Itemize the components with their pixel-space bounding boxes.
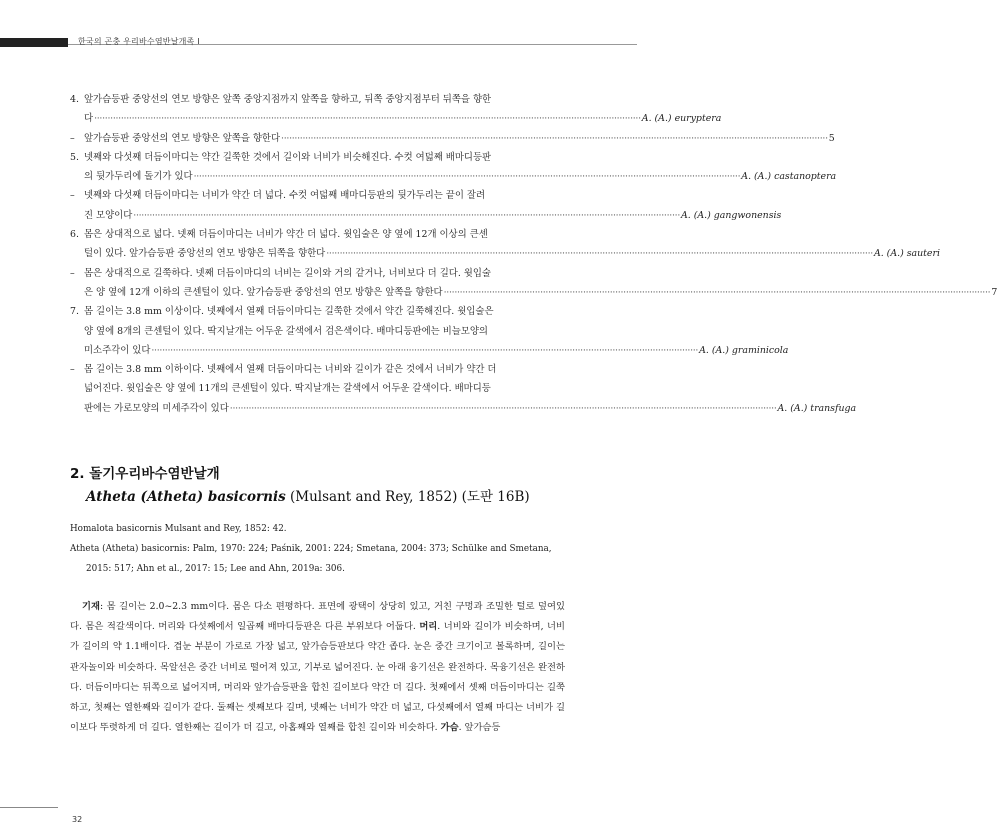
dot-leader [281, 129, 828, 148]
couplet-number: – [70, 364, 75, 376]
couplet-lead-text: 은 양 옆에 12개 이하의 큰센털이 있다. 앞가슴등판 중앙선의 연모 방향은 앞쪽을 향한다 [84, 286, 443, 298]
couplet-leader-line [84, 399, 856, 418]
header-bar [0, 38, 68, 47]
dot-leader [151, 341, 698, 360]
description-label: 기재 [82, 601, 100, 612]
authority-and-plate: (Mulsant and Rey, 1852) (도판 16B) [285, 489, 530, 505]
identification-key [70, 90, 997, 418]
couplet-number: 5. [70, 151, 79, 163]
couplet-lead-text: 판에는 가로모양의 미세주각이 있다 [84, 402, 229, 414]
species-heading: 2. 돌기우리바수염반날개 [70, 466, 220, 482]
couplet-result: A. (A.) graminicola [699, 344, 789, 356]
key-couplet [70, 148, 837, 187]
description-text-3: . 앞가슴등 [458, 722, 501, 734]
dot-leader [326, 244, 873, 263]
couplet-line: 양 옆에 8개의 큰센털이 있다. 딱지날개는 어두운 갈색에서 검은색이다. 배마디등판에는 비늘모양의 [84, 325, 488, 337]
couplet-number: – [70, 132, 75, 144]
running-header: 한국의 곤충 우리바수염반날개족 I [78, 37, 200, 46]
key-couplet [70, 360, 857, 418]
couplet-leader-line [84, 341, 788, 360]
couplet-line: 앞가슴등판 중앙선의 연모 방향은 앞쪽 중앙지점까지 앞쪽을 향하고, 뒤쪽 중앙지점부터 뒤쪽을 향한 [84, 94, 492, 105]
couplet-result: A. (A.) castanoptera [741, 171, 837, 183]
species-scientific-name [86, 485, 530, 505]
key-couplet [70, 186, 782, 225]
couplet-number: 6. [70, 229, 79, 241]
synonymy-references [70, 519, 565, 579]
couplet-line: 몸 길이는 3.8 mm 이하이다. 넷째에서 열째 더듬이마디는 너비와 길이가 같은 것에서 너비가 약간 더 [84, 364, 497, 376]
head-label: 머리 [419, 621, 438, 633]
key-couplet [70, 129, 835, 148]
couplet-lead-text: 다 [84, 113, 94, 125]
dot-leader [230, 399, 777, 418]
couplet-leader-line [84, 283, 997, 302]
couplet-text [84, 264, 997, 303]
dot-leader [194, 167, 741, 186]
dot-leader [133, 206, 680, 225]
couplet-leader-line [84, 244, 940, 263]
couplet-leader-line [84, 167, 836, 186]
couplet-leader-line [84, 109, 721, 128]
couplet-text [84, 129, 835, 148]
couplet-lead-text: 앞가슴등판 중앙선의 연모 방향은 앞쪽을 향한다 [84, 132, 281, 144]
couplet-number: 4. [70, 94, 79, 105]
couplet-result: 5 [828, 132, 835, 144]
couplet-lead-text: 미소주각이 있다 [84, 344, 151, 356]
couplet-number: – [70, 267, 75, 279]
couplet-text [84, 225, 940, 264]
key-couplet [70, 225, 940, 264]
couplet-text [84, 302, 788, 360]
thorax-label: 가슴 [440, 722, 459, 734]
description [70, 597, 565, 738]
page-number: 32 [72, 815, 83, 824]
description-text-1: : 몸 길이는 2.0~2.3 mm이다. 몸은 다소 편평하다. 표면에 광택이 상당히 있고, 거친 구멍과 조밀한 털로 덮여있다. 몸은 적갈색이다. 머리와 다섯째에서 일곱째 배마디등판은 다른 부위보다 어둡다. [70, 601, 565, 633]
couplet-text [84, 186, 781, 225]
description-text-2: . 너비와 길이가 비슷하며, 너비가 길이의 약 1.1배이다. 겹눈 부분이 가로로 가장 넓고, 앞가슴등판보다 약간 좁다. 눈은 중간 크기이고 볼록하며, 길이는 관자놀이와 비슷하다. 목알선은 중간 너비로 떨어져 있고, 기부로 넓어진다. 눈 아래 융기선은 완전하다. 목융기선은 완전하다. 더듬이마디는 뒤쪽으로 넓어지며, 머리와 앞가슴등판을 합친 길이보다 약간 더 길다. 첫째에서 셋째 더듬이마디는 길쭉하고, 첫째는 열한째와 길이가 같다. 둘째는 셋째보다 길며, 넷째는 너비가 약간 더 넓고, 다섯째에서 열째 마디는 너비가 길이보다 뚜렷하게 더 길다. 열한째는 길이가 더 길고, 아홉째와 열째를 합친 길이와 비슷하다. [70, 621, 565, 734]
couplet-text [84, 90, 721, 129]
couplet-leader-line [84, 129, 835, 148]
couplet-line: 몸 길이는 3.8 mm 이상이다. 넷째에서 열째 더듬이마디는 길쭉한 것에서 약간 길쭉해진다. 윗입술은 [84, 306, 494, 318]
couplet-line: 몸은 상대적으로 넓다. 넷째 더듬이마디는 너비가 약간 더 넓다. 윗입술은 양 옆에 12개 이상의 큰센 [84, 229, 488, 241]
key-couplet [70, 264, 997, 303]
scientific-name: Atheta (Atheta) basicornis [86, 489, 286, 505]
footer-rule [0, 807, 58, 808]
reference-1: Homalota basicornis Mulsant and Rey, 1852: 42. [70, 524, 287, 534]
description-paragraph [70, 597, 565, 738]
couplet-line: 넓어진다. 윗입술은 양 옆에 11개의 큰센털이 있다. 딱지날개는 갈색에서 어두운 갈색이다. 배마디등 [84, 383, 491, 395]
couplet-line: 몸은 상대적으로 길쭉하다. 넷째 더듬이마디의 너비는 길이와 거의 같거나, 너비보다 더 길다. 윗입술 [84, 267, 491, 279]
couplet-text [84, 148, 836, 187]
couplet-result: A. (A.) euryptera [641, 113, 722, 125]
reference-2: Atheta (Atheta) basicornis: Palm, 1970: 224; Paśnik, 2001: 224; Smetana, 2004: 373; Schülke and Smetana, 2015: 517; Ahn et al., 2017: 15; Lee and Ahn, 2019a: 306. [70, 544, 552, 574]
couplet-line: 넷째와 다섯째 더듬이마디는 약간 길쭉한 것에서 길이와 너비가 비슷해진다. 수컷 여덟째 배마디등판 [84, 151, 492, 163]
dot-leader [94, 109, 641, 128]
couplet-lead-text: 털이 있다. 앞가슴등판 중앙선의 연모 방향은 뒤쪽을 향한다 [84, 248, 326, 260]
couplet-leader-line [84, 206, 781, 225]
couplet-line: 넷째와 다섯째 더듬이마디는 너비가 약간 더 넓다. 수컷 여덟째 배마디등판의 뒷가두리는 끝이 잘려 [84, 190, 485, 202]
couplet-text [84, 360, 856, 418]
couplet-result: 7 [991, 286, 997, 298]
couplet-number: – [70, 190, 75, 202]
couplet-result: A. (A.) transfuga [777, 402, 857, 414]
key-couplet [70, 302, 789, 360]
couplet-result: A. (A.) gangwonensis [681, 209, 782, 221]
couplet-result: A. (A.) sauteri [873, 248, 940, 260]
couplet-lead-text: 진 모양이다 [84, 209, 133, 221]
couplet-lead-text: 의 뒷가두리에 돌기가 있다 [84, 171, 193, 183]
dot-leader [444, 283, 991, 302]
couplet-number: 7. [70, 306, 79, 318]
key-couplet [70, 90, 722, 129]
